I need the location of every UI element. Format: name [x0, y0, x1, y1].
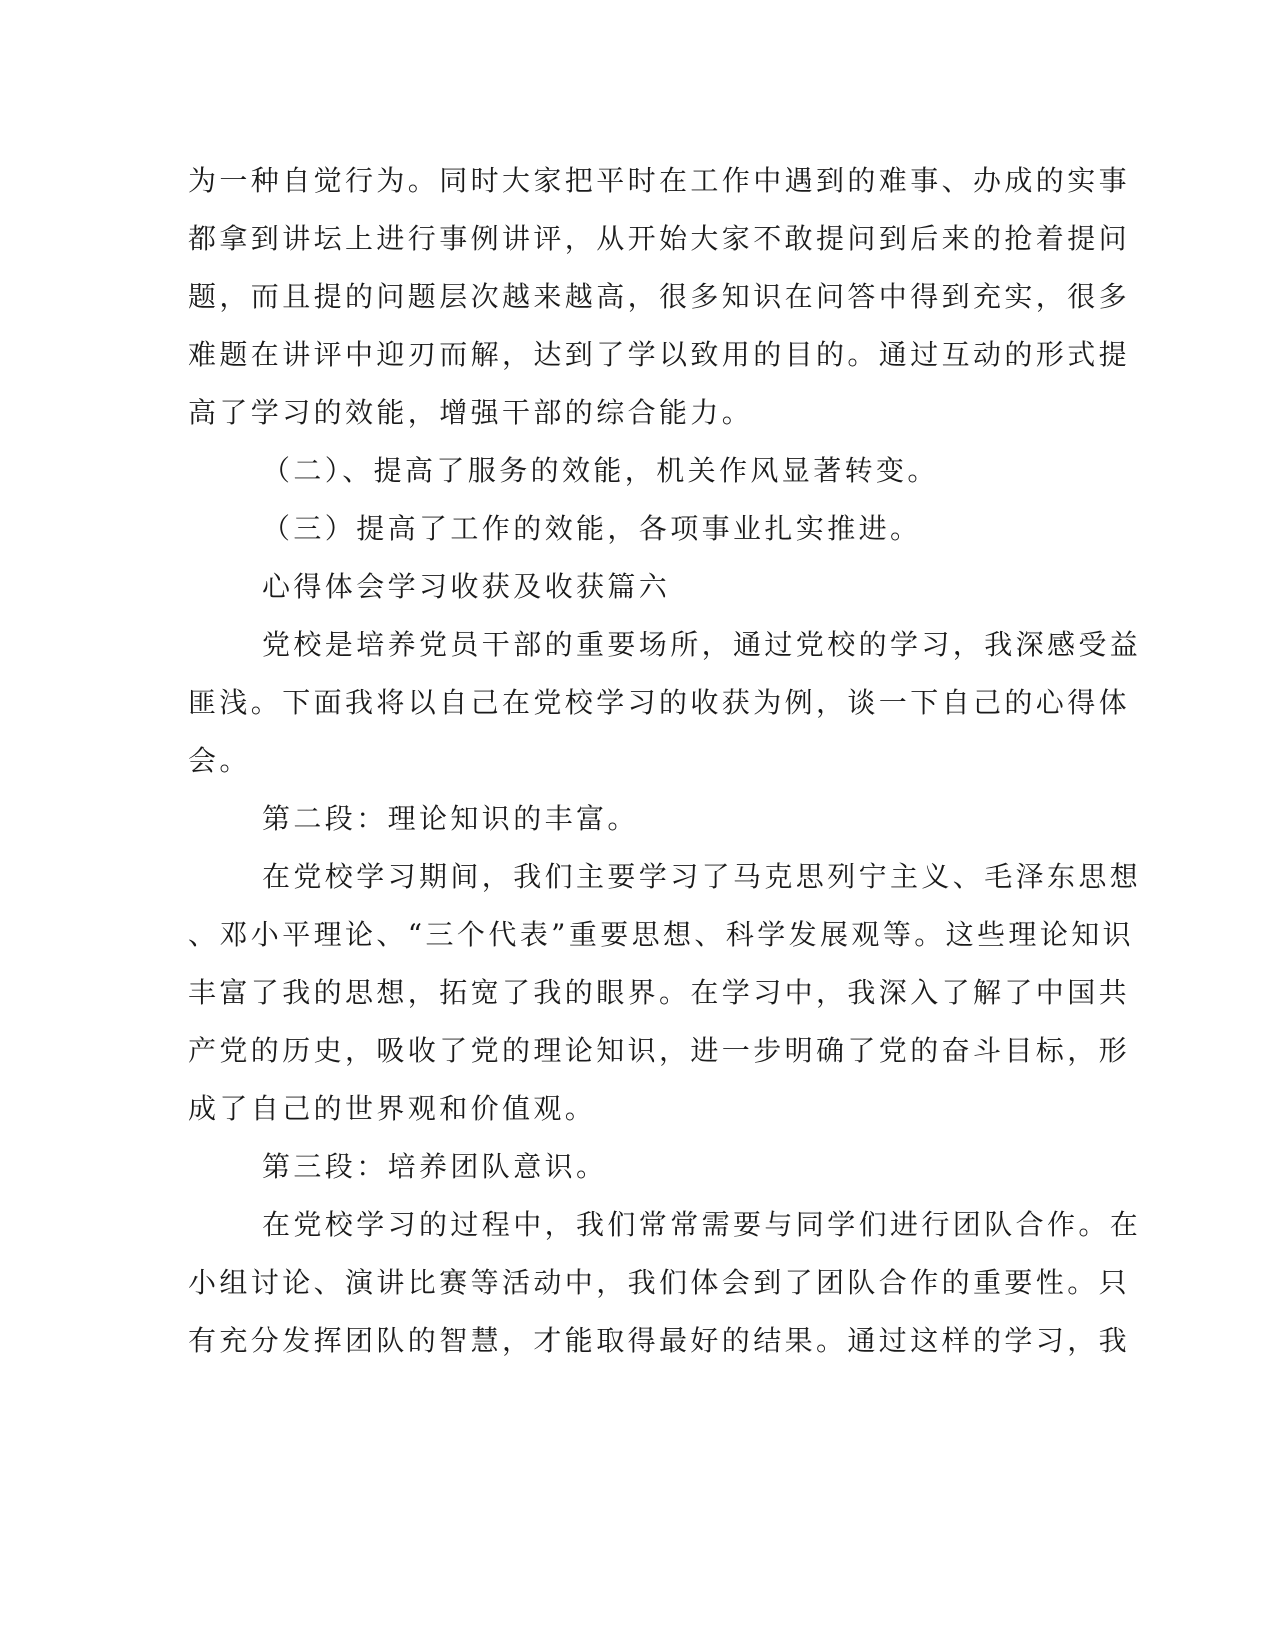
section-heading: （三）提高了工作的效能，各项事业扎实推进。	[262, 512, 922, 545]
paragraph-first-line: 在党校学习的过程中，我们常常需要与同学们进行团队合作。在	[262, 1208, 1142, 1241]
body-text-line: 匪浅。下面我将以自己在党校学习的收获为例，谈一下自己的心得体	[188, 686, 1131, 719]
body-text-line: 难题在讲评中迎刃而解，达到了学以致用的目的。通过互动的形式提	[188, 338, 1131, 371]
section-heading: 第二段：理论知识的丰富。	[262, 802, 639, 835]
body-text-line: 高了学习的效能，增强干部的综合能力。	[188, 396, 754, 429]
body-text-line: 都拿到讲坛上进行事例讲评，从开始大家不敢提问到后来的抢着提问	[188, 222, 1131, 255]
body-text-line: 会。	[188, 744, 251, 777]
body-text-line: 产党的历史，吸收了党的理论知识，进一步明确了党的奋斗目标，形	[188, 1034, 1131, 1067]
paragraph-first-line: 在党校学习期间，我们主要学习了马克思列宁主义、毛泽东思想	[262, 860, 1142, 893]
paragraph-first-line: 党校是培养党员干部的重要场所，通过党校的学习，我深感受益	[262, 628, 1142, 661]
body-text-line: 有充分发挥团队的智慧，才能取得最好的结果。通过这样的学习，我	[188, 1324, 1131, 1357]
body-text-line: 丰富了我的思想，拓宽了我的眼界。在学习中，我深入了解了中国共	[188, 976, 1131, 1009]
body-text-line: 成了自己的世界观和价值观。	[188, 1092, 597, 1125]
section-heading: 第三段：培养团队意识。	[262, 1150, 608, 1183]
body-text-line: 题，而且提的问题层次越来越高，很多知识在问答中得到充实，很多	[188, 280, 1131, 313]
section-heading: （二）、提高了服务的效能，机关作风显著转变。	[262, 454, 939, 487]
article-title: 心得体会学习收获及收获篇六	[262, 570, 671, 603]
body-text-line: 、邓小平理论、“三个代表”重要思想、科学发展观等。这些理论知识	[188, 918, 1135, 951]
body-text-line: 小组讨论、演讲比赛等活动中，我们体会到了团队合作的重要性。只	[188, 1266, 1131, 1299]
body-text-line: 为一种自觉行为。同时大家把平时在工作中遇到的难事、办成的实事	[188, 164, 1131, 197]
